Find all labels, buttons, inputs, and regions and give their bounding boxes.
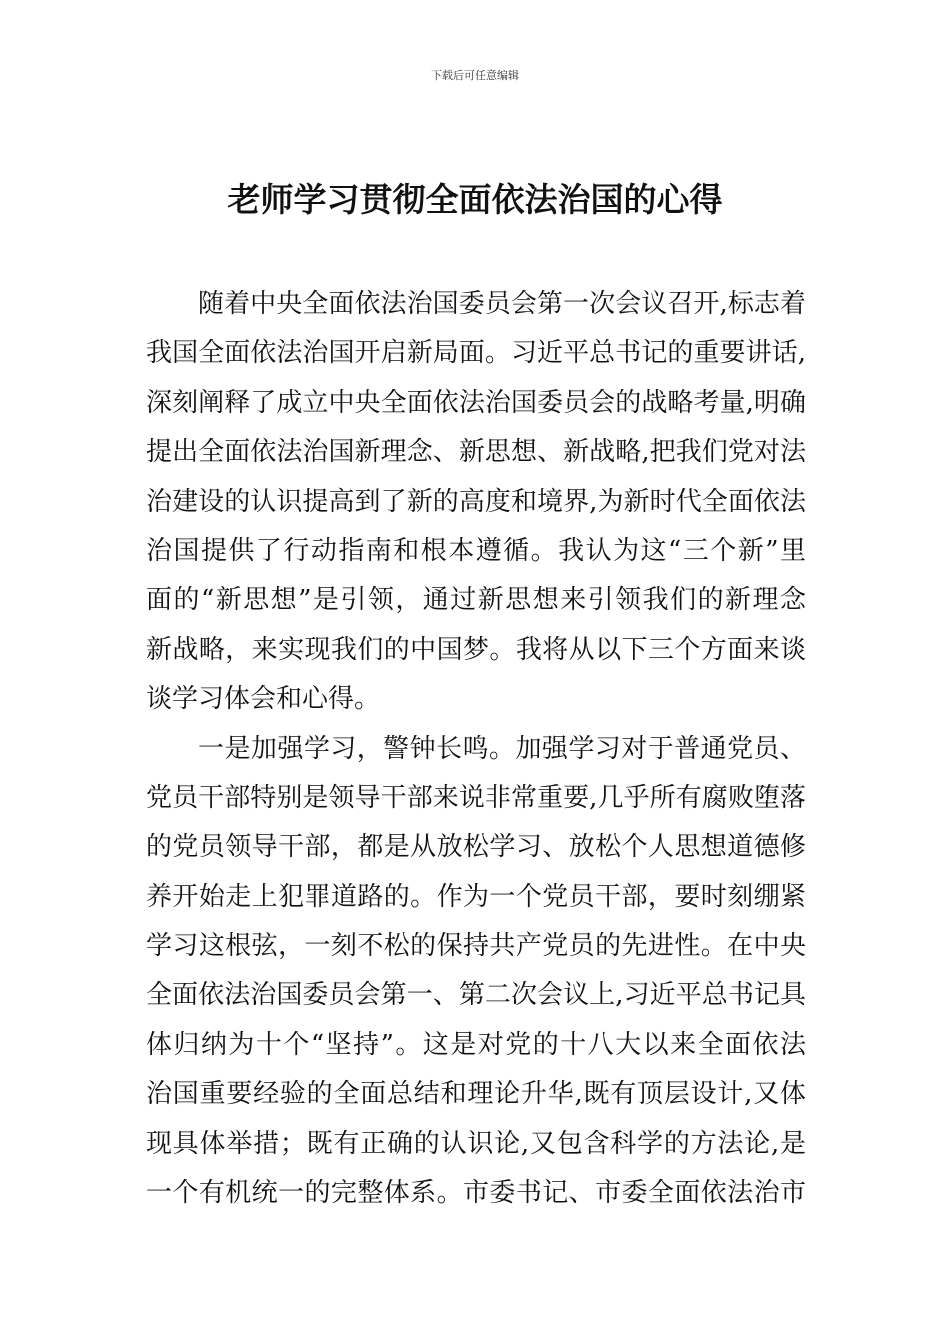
text-line: 学习这根弦，一刻不松的保持共产党员的先进性。在中央 xyxy=(146,931,806,962)
text-line: 一个有机统一的完整体系。市委书记、市委全面依法治市 xyxy=(146,1178,806,1209)
text-line: 体归纳为十个“坚持”。这是对党的十八大以来全面依法 xyxy=(146,1029,806,1060)
paragraph xyxy=(146,725,806,1219)
text-line: 新战略，来实现我们的中国梦。我将从以下三个方面来谈 xyxy=(146,634,806,665)
text-line: 一是加强学习，警钟长鸣。加强学习对于普通党员、 xyxy=(198,733,806,764)
document-body xyxy=(146,280,806,1218)
text-line: 深刻阐释了成立中央全面依法治国委员会的战略考量,明确 xyxy=(146,387,806,418)
text-line: 面的“新思想”是引领，通过新思想来引领我们的新理念 xyxy=(146,585,806,616)
text-line: 的党员领导干部，都是从放松学习、放松个人思想道德修 xyxy=(146,832,806,863)
text-line: 治国重要经验的全面总结和理论升华,既有顶层设计,又体 xyxy=(146,1079,806,1110)
text-line: 治国提供了行动指南和根本遵循。我认为这“三个新”里 xyxy=(146,535,806,566)
text-line: 养开始走上犯罪道路的。作为一个党员干部，要时刻绷紧 xyxy=(146,881,806,912)
document-title: 老师学习贯彻全面依法治国的心得 xyxy=(227,180,723,219)
text-line: 现具体举措；既有正确的认识论,又包含科学的方法论,是 xyxy=(146,1128,806,1159)
text-line: 党员干部特别是领导干部来说非常重要,几乎所有腐败堕落 xyxy=(146,782,806,813)
text-line: 提出全面依法治国新理念、新思想、新战略,把我们党对法 xyxy=(146,437,806,468)
text-line: 全面依法治国委员会第一、第二次会议上,习近平总书记具 xyxy=(146,980,806,1011)
text-line: 我国全面依法治国开启新局面。习近平总书记的重要讲话, xyxy=(146,338,806,369)
text-line: 谈学习体会和心得。 xyxy=(146,684,381,715)
header-note: 下载后可任意编辑 xyxy=(431,69,519,82)
text-line: 治建设的认识提高到了新的高度和境界,为新时代全面依法 xyxy=(146,486,806,517)
text-line: 随着中央全面依法治国委员会第一次会议召开,标志着 xyxy=(198,289,806,319)
paragraph xyxy=(146,280,806,725)
